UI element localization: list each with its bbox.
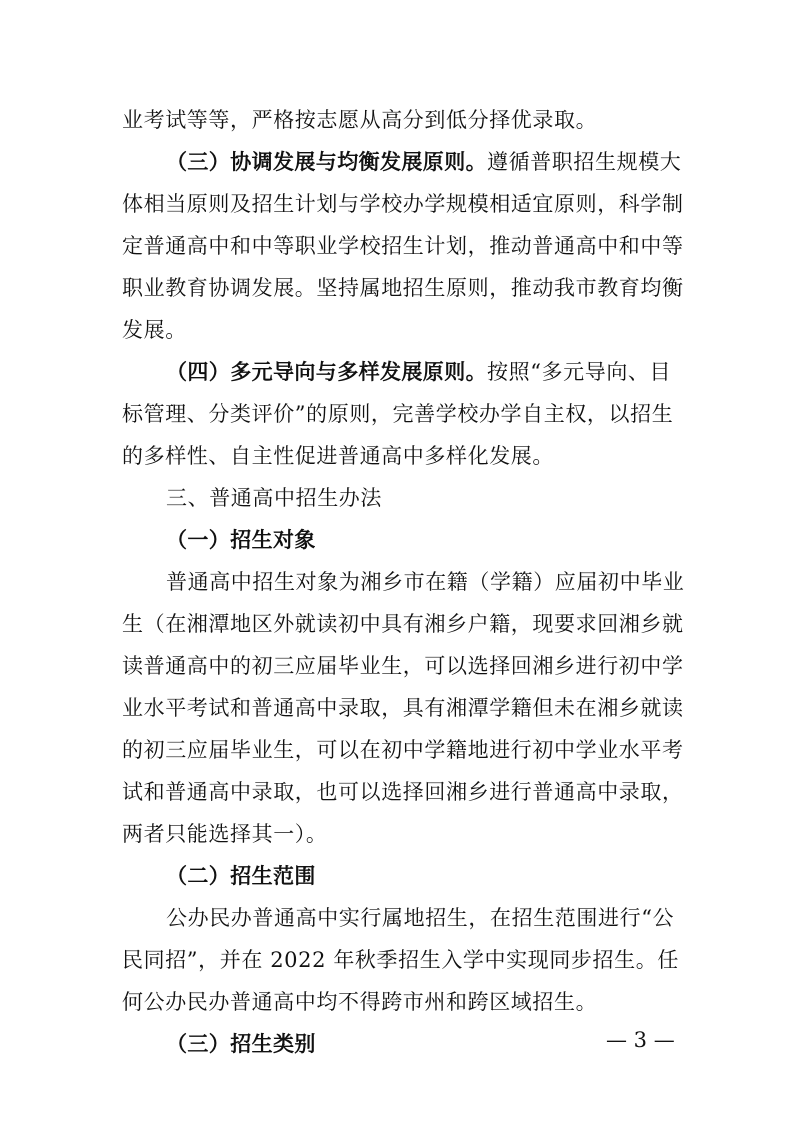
principle-heading: （三）协调发展与均衡发展原则。 xyxy=(166,150,487,174)
paragraph-line: 读普通高中的初三应届毕业生，可以选择回湘乡进行初中学 xyxy=(122,654,684,678)
subsection-heading: （三）招生类别 xyxy=(166,1032,316,1056)
paragraph-line: 普通高中招生对象为湘乡市在籍（学籍）应届初中毕业 xyxy=(166,570,685,594)
paragraph-line: 民同招”，并在 2022 年秋季招生入学中实现同步招生。任 xyxy=(122,948,679,972)
paragraph-line: 体相当原则及招生计划与学校办学规模相适宜原则，科学制 xyxy=(122,192,684,216)
paragraph-line: 生（在湘潭地区外就读初中具有湘乡户籍，现要求回湘乡就 xyxy=(122,612,684,636)
subsection-heading: （二）招生范围 xyxy=(166,864,316,888)
subsection-heading: （一）招生对象 xyxy=(166,528,316,552)
paragraph-line xyxy=(166,148,682,176)
paragraph-line xyxy=(166,358,682,386)
paragraph-line: 的初三应届毕业生，可以在初中学籍地进行初中学业水平考 xyxy=(122,738,684,762)
paragraph-line: 何公办民办普通高中均不得跨市州和跨区域招生。 xyxy=(122,990,598,1014)
paragraph-line: 职业教育协调发展。坚持属地招生原则，推动我市教育均衡 xyxy=(122,276,684,300)
principle-heading: （四）多元导向与多样发展原则。 xyxy=(166,360,487,384)
paragraph-line: 标管理、分类评价”的原则，完善学校办学自主权，以招生 xyxy=(122,402,674,426)
page-number: — 3 — xyxy=(606,1028,675,1052)
paragraph-line: 定普通高中和中等职业学校招生计划，推动普通高中和中等 xyxy=(122,234,684,258)
paragraph-line: 业考试等等，严格按志愿从高分到低分择优录取。 xyxy=(122,108,598,132)
paragraph-line: 业水平考试和普通高中录取，具有湘潭学籍但未在湘乡就读 xyxy=(122,696,684,720)
paragraph-line: 的多样性、自主性促进普通高中多样化发展。 xyxy=(122,444,554,468)
paragraph-text: 遵循普职招生规模大 xyxy=(487,150,682,174)
paragraph-line: 两者只能选择其一）。 xyxy=(122,822,328,846)
paragraph-line: 试和普通高中录取，也可以选择回湘乡进行普通高中录取， xyxy=(122,780,684,804)
paragraph-text: 按照“多元导向、目 xyxy=(487,360,672,384)
paragraph-line: 公办民办普通高中实行属地招生，在招生范围进行“公 xyxy=(166,906,675,930)
section-title: 三、普通高中招生办法 xyxy=(166,486,382,510)
paragraph-line: 发展。 xyxy=(122,318,187,342)
